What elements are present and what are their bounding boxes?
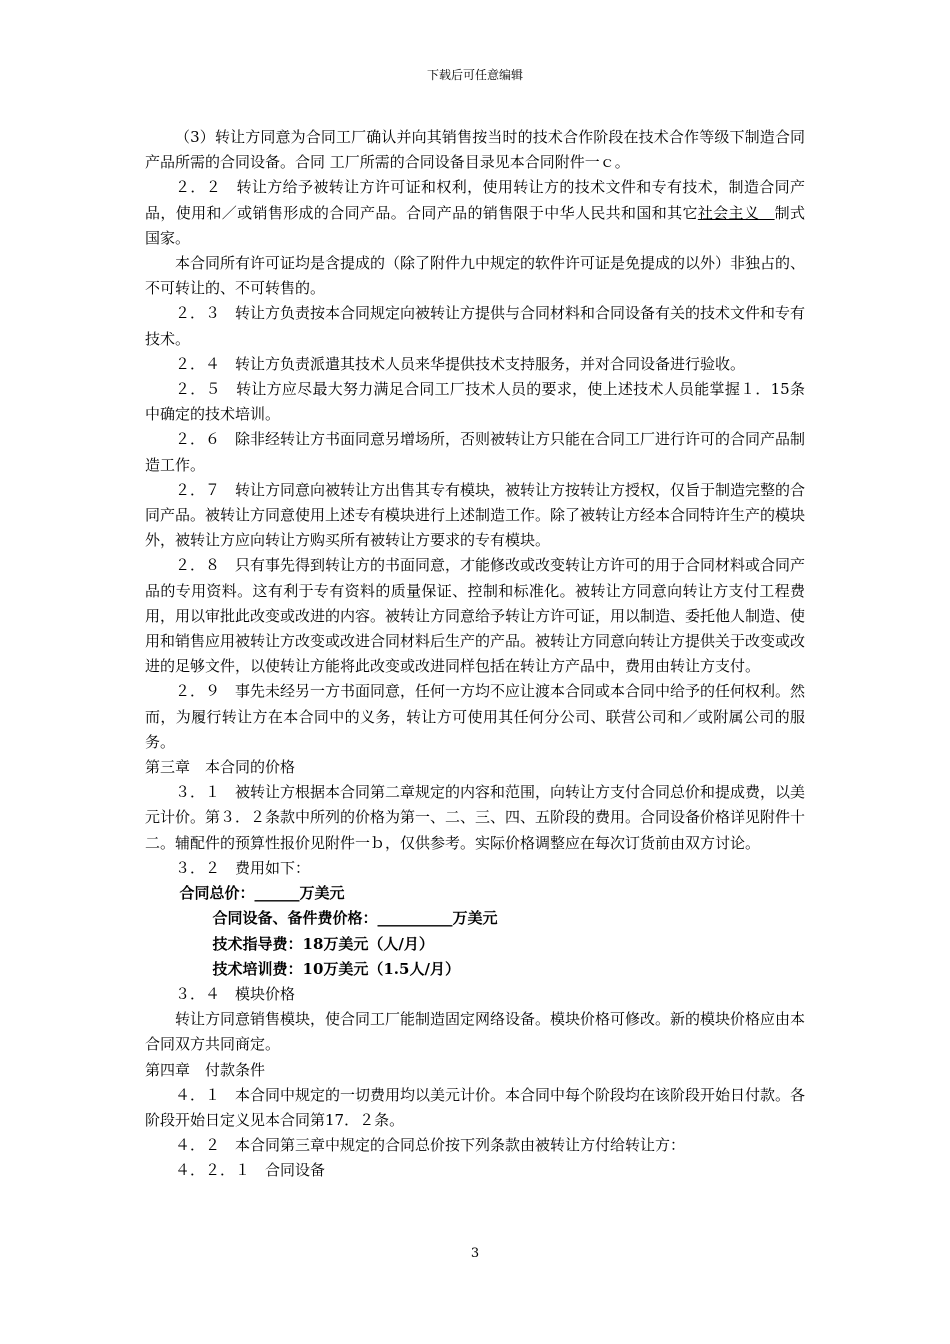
blank-field: ______ bbox=[254, 884, 300, 903]
paragraph: ３．２ 费用如下： bbox=[175, 858, 311, 877]
paragraph: ４．１ 本合同中规定的一切费用均以美元计价。本合同中每个阶段均在该阶段开始日付款。各阶段开始日定义见本合同第17．２条。 bbox=[145, 1085, 806, 1129]
fee-total: 合同总价：______万美元 bbox=[179, 884, 345, 903]
paragraph-2-2: ２．２ 转让方给予被转让方许可证和权利，使用转让方的技术文件和专有技术，制造合同产品，使用和／或销售形成的合同产品。合同产品的销售限于中华人民共和国和其它社会主义 制式国家。 bbox=[145, 178, 805, 247]
paragraph: （3）转让方同意为合同工厂确认并向其销售按当时的技术合作阶段在技术合作等级下制造合同产品所需的合同设备。合同 工厂所需的合同设备目录见本合同附件一ｃ。 bbox=[145, 128, 805, 172]
fee-equipment: 合同设备、备件费价格：__________万美元 bbox=[212, 909, 498, 928]
fee-guidance: 技术指导费：18万美元（人/月） bbox=[212, 934, 434, 953]
paragraph: ３．１ 被转让方根据本合同第二章规定的内容和范围，向转让方支付合同总价和提成费，以美元计价。第３．２条款中所列的价格为第一、二、三、四、五阶段的费用。合同设备价格详见附件十二。辅配件的预算性报价见附件一ｂ，仅供参考。实际价格调整应在每次订货前由双方讨论。 bbox=[145, 783, 806, 852]
paragraph: ４．２ 本合同第三章中规定的合同总价按下列条款由被转让方付给转让方： bbox=[175, 1136, 686, 1155]
paragraph: 本合同所有许可证均是含提成的（除了附件九中规定的软件许可证是免提成的以外）非独占的、不可转让的、不可转售的。 bbox=[145, 254, 806, 298]
blank-field: __________ bbox=[377, 909, 453, 928]
paragraph: ２．６ 除非经转让方书面同意另增场所，否则被转让方只能在合同工厂进行许可的合同产品制造工作。 bbox=[145, 430, 806, 474]
paragraph: ２．３ 转让方负责按本合同规定向被转让方提供与合同材料和合同设备有关的技术文件和专有技术。 bbox=[145, 304, 806, 348]
chapter-heading: 第三章 本合同的价格 bbox=[145, 758, 296, 777]
chapter-heading: 第四章 付款条件 bbox=[145, 1060, 266, 1079]
paragraph: ２．７ 转让方同意向被转让方出售其专有模块，被转让方按转让方授权，仅旨于制造完整的合同产品。被转让方同意使用上述专有模块进行上述制造工作。除了被转让方经本合同特许生产的模块外，被转让方应向转让方购买所有被转让方要求的专有模块。 bbox=[145, 480, 806, 550]
paragraph: ２．４ 转让方负责派遣其技术人员来华提供技术支持服务，并对合同设备进行验收。 bbox=[175, 354, 746, 373]
page-header: 下载后可任意编辑 bbox=[426, 68, 523, 82]
underlined-blank: 社会主义 bbox=[697, 203, 775, 222]
paragraph: ２．８ 只有事先得到转让方的书面同意，才能修改或改变转让方许可的用于合同材料或合同产品的专用资料。这有利于专有资料的质量保证、控制和标准化。被转让方同意向转让方支付工程费用，用以审批此改变或改进的内容。被转让方同意给予转让方许可证，用以制造、委托他人制造、使用和销售应用被转让方改变或改进合同材料后生产的产品。被转让方同意向转让方提供关于改变或改进的足够文件，以使转让方能将此改变或改进同样包括在转让方产品中，费用由转让方支付。 bbox=[145, 556, 806, 676]
page-number: 3 bbox=[470, 1246, 480, 1261]
document-body bbox=[145, 125, 805, 1184]
paragraph: ４．２．１ 合同设备 bbox=[175, 1161, 326, 1180]
paragraph: ２．５ 转让方应尽最大努力满足合同工厂技术人员的要求，使上述技术人员能掌握１．15条中确定的技术培训。 bbox=[145, 380, 805, 424]
paragraph: 转让方同意销售模块，使合同工厂能制造固定网络设备。模块价格可修改。新的模块价格应由本合同双方共同商定。 bbox=[145, 1010, 806, 1054]
paragraph: ２．９ 事先未经另一方书面同意，任何一方均不应让渡本合同或本合同中给予的任何权利。然而，为履行转让方在本合同中的义务，转让方可使用其任何分公司、联营公司和／或附属公司的服务。 bbox=[145, 682, 806, 751]
paragraph: ３．４ 模块价格 bbox=[175, 984, 296, 1003]
fee-training: 技术培训费：10万美元（1.5人/月） bbox=[212, 959, 460, 978]
